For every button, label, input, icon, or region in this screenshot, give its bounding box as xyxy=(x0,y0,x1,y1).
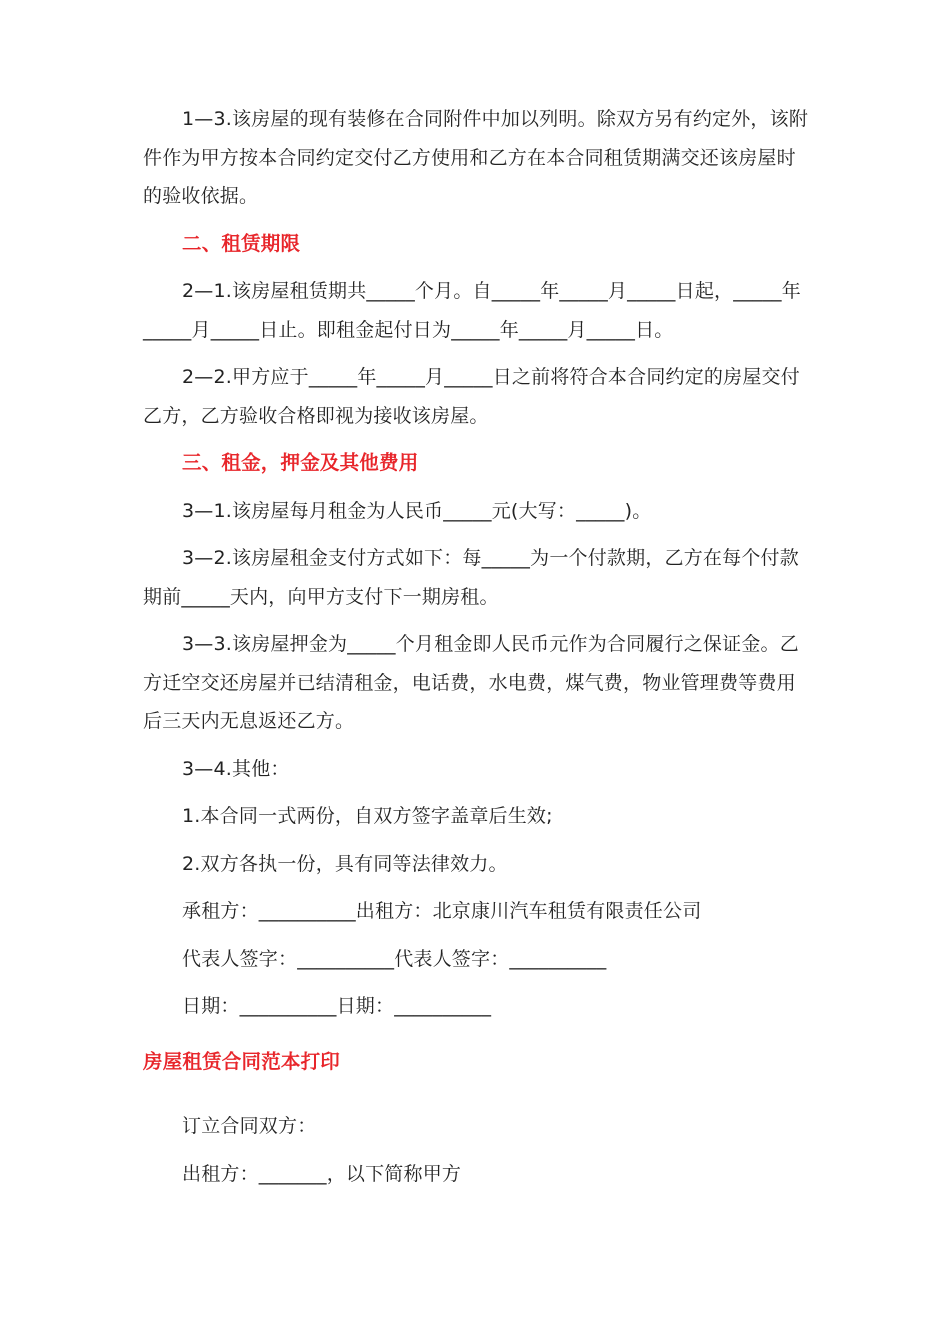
other-item-1: 1.本合同一式两份，自双方签字盖章后生效; xyxy=(182,805,553,827)
date-line: 日期：__________日期：__________ xyxy=(182,995,492,1017)
clause-2-2: 2—2.甲方应于_____年_____月_____日之前将符合本合同约定的房屋交付乙方，乙方验收合格即视为接收该房屋。 xyxy=(143,366,800,427)
clause-2-1: 2—1.该房屋租赁期共_____个月。自_____年_____月_____日起，_____年_____月_____日止。即租金起付日为_____年_____月_____日。 xyxy=(143,280,801,341)
section-heading-rent-deposit: 三、租金，押金及其他费用 xyxy=(182,451,419,474)
clause-3-4: 3—4.其他： xyxy=(182,757,290,780)
document-body xyxy=(143,100,811,1193)
lessor-line: 出租方：_______，以下简称甲方 xyxy=(182,1162,462,1185)
other-item-2: 2.双方各执一份，具有同等法律效力。 xyxy=(182,852,508,875)
clause-3-1: 3—1.该房屋每月租金为人民币_____元(大写：_____)。 xyxy=(182,499,652,522)
clause-1-3: 1—3.该房屋的现有装修在合同附件中加以列明。除双方另有约定外，该附件作为甲方按本合同约定交付乙方使用和乙方在本合同租赁期满交还该房屋时的验收依据。 xyxy=(143,108,809,207)
representative-signature-line: 代表人签字：__________代表人签字：__________ xyxy=(182,947,607,970)
document-title: 房屋租赁合同范本打印 xyxy=(143,1049,341,1073)
section-heading-lease-term: 二、租赁期限 xyxy=(182,231,301,255)
clause-3-3: 3—3.该房屋押金为_____个月租金即人民币元作为合同履行之保证金。乙方迁空交还房屋并已结清租金，电话费，水电费，煤气费，物业管理费等费用后三天内无息返还乙方。 xyxy=(143,633,799,732)
clause-3-2: 3—2.该房屋租金支付方式如下：每_____为一个付款期，乙方在每个付款期前_____天内，向甲方支付下一期房租。 xyxy=(143,547,799,608)
contract-parties-intro: 订立合同双方： xyxy=(182,1115,317,1137)
signature-parties-line: 承租方：__________出租方：北京康川汽车租赁有限责任公司 xyxy=(182,900,702,922)
